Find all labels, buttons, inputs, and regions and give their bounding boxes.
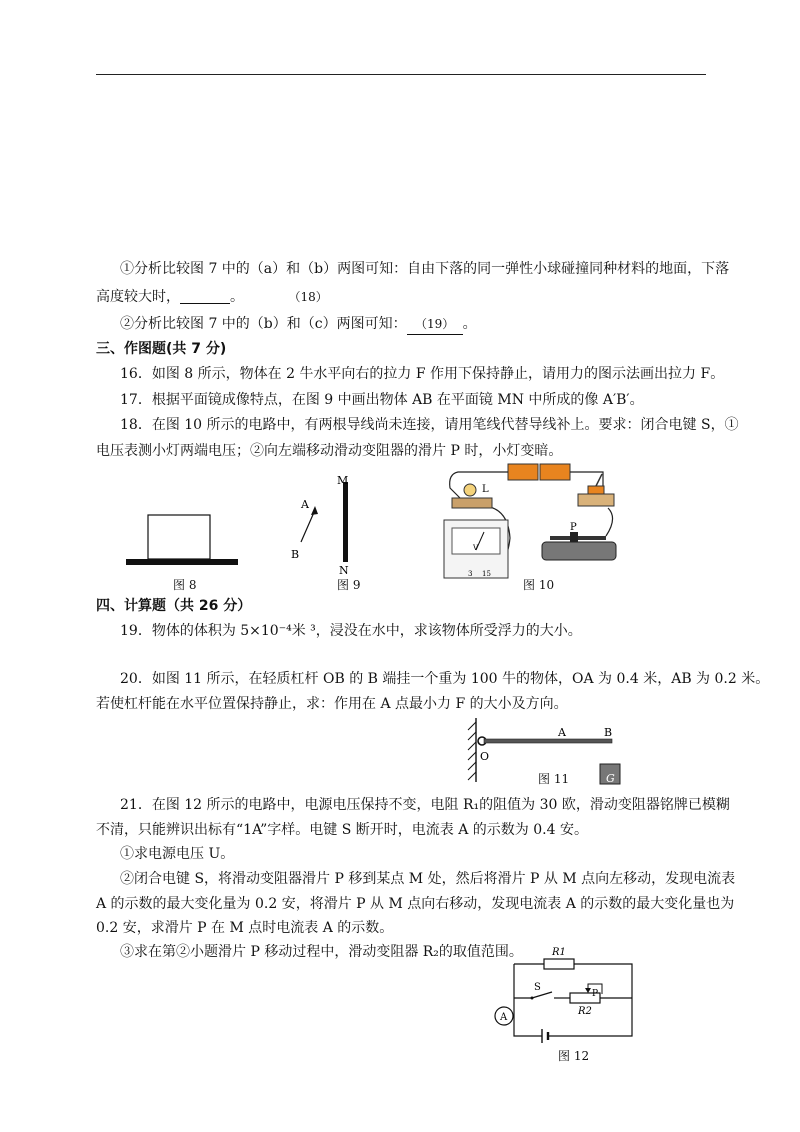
fig10-lamp-base xyxy=(452,498,492,508)
fig10-wire-3 xyxy=(606,508,613,536)
figure-12 xyxy=(484,944,640,1044)
fig10-rheostat-slider xyxy=(570,532,578,542)
fig8-block xyxy=(148,515,210,559)
fig10-label-15: 15 xyxy=(482,570,491,578)
question-18-line-a: 18．在图 10 所示的电路中，有两根导线尚未连接，请用笔线代替导线补上。要求：闭合电键 S，① xyxy=(120,417,739,433)
fig12-label-r2: R2 xyxy=(578,1006,592,1017)
fig9-caption: 图 9 xyxy=(337,578,361,592)
fig10-label-v: V xyxy=(473,544,479,552)
question-21-line-a: 21．在图 12 所示的电路中，电源电压保持不变，电阻 R₁的阻值为 30 欧，滑动变阻器铭牌已模糊 xyxy=(120,797,730,813)
answer-blank-18[interactable] xyxy=(180,289,230,304)
fig9-label-m: M xyxy=(337,474,349,487)
q-part1-line-a: ①分析比较图 7 中的（a）和（b）两图可知：自由下落的同一弹性小球碰撞同种材料的地面，下落 xyxy=(120,261,730,277)
question-19: 19．物体的体积为 5×10⁻⁴米 ³，浸没在水中，求该物体所受浮力的大小。 xyxy=(120,623,582,639)
fig9-mirror xyxy=(343,482,348,562)
fig10-battery-2 xyxy=(540,464,570,480)
fig12-resistor-r1 xyxy=(544,959,574,969)
fig9-arrow-ab xyxy=(301,510,315,542)
fig11-label-b: B xyxy=(604,726,613,739)
section4-heading: 四、计算题（共 26 分） xyxy=(96,598,252,614)
fig10-wire-1 xyxy=(450,472,508,498)
question-18-line-b: 电压表测小灯两端电压；②向左端移动滑动变阻器的滑片 P 时，小灯变暗。 xyxy=(96,443,563,459)
fig10-switch-base xyxy=(578,494,614,506)
question-21-part2-a: ②闭合电键 S，将滑动变阻器滑片 P 移到某点 M 处，然后将滑片 P 从 M 点向左移动，发现电流表 xyxy=(120,871,736,887)
fig10-label-l: L xyxy=(482,484,489,495)
fig11-caption: 图 11 xyxy=(538,772,570,786)
question-20-line-a: 20．如图 11 所示，在轻质杠杆 OB 的 B 端挂一个重为 100 牛的物体，OA 为 0.4 米，AB 为 0.2 米。 xyxy=(120,671,770,687)
fig9-label-n: N xyxy=(339,564,349,577)
fig11-label-g: G xyxy=(606,772,615,785)
fig8-ground xyxy=(126,559,238,565)
q-part1-line-b: 高度较大时， 。 （18） xyxy=(96,289,328,305)
fig8-caption: 图 8 xyxy=(173,578,197,592)
question-17: 17．根据平面镜成像特点，在图 9 中画出物体 AB 在平面镜 MN 中所成的像 A′B′。 xyxy=(120,392,644,408)
fig11-weight xyxy=(598,762,622,786)
figure-9 xyxy=(285,470,375,580)
fig10-battery-1 xyxy=(508,464,538,480)
fig11-label-a: A xyxy=(558,726,566,739)
fig9-label-b: B xyxy=(291,548,300,561)
question-20-line-b: 若使杠杆能在水平位置保持静止，求：作用在 A 点最小力 F 的大小及方向。 xyxy=(96,696,568,712)
fig12-label-a: A xyxy=(500,1012,508,1023)
fig10-switch-top xyxy=(588,486,604,494)
question-21-part2-b: A 的示数的最大变化量为 0.2 安，将滑片 P 从 M 点向右移动，发现电流表 A 的示数的最大变化量也为 xyxy=(96,896,735,912)
question-21-line-b: 不清，只能辨识出标有“1A”字样。电键 S 断开时，电流表 A 的示数为 0.4 安。 xyxy=(96,822,588,838)
fig11-label-o: O xyxy=(480,750,490,763)
header-rule xyxy=(96,74,706,75)
fig10-caption: 图 10 xyxy=(523,578,555,592)
answer-mark-18: （18） xyxy=(288,290,328,304)
fig9-arrowhead xyxy=(311,506,318,515)
section3-heading: 三、作图题(共 7 分) xyxy=(96,341,227,357)
q-part2-line: ②分析比较图 7 中的（b）和（c）两图可知： （19） 。 xyxy=(120,314,477,335)
fig11-wall-hatch xyxy=(468,722,476,780)
question-16: 16．如图 8 所示，物体在 2 牛水平向右的拉力 F 作用下保持静止，请用力的图示法画出拉力 F。 xyxy=(120,366,725,382)
fig10-label-p: P xyxy=(570,522,577,533)
fig10-lamp-bulb xyxy=(464,484,476,496)
figure-8 xyxy=(120,505,250,575)
fig10-rheostat xyxy=(542,542,616,560)
question-21-part2-c: 0.2 安，求滑片 P 在 M 点时电流表 A 的示数。 xyxy=(96,920,394,936)
fig11-lever xyxy=(484,739,612,743)
fig10-switch-lever xyxy=(596,474,602,486)
question-21-part1: ①求电源电压 U。 xyxy=(120,846,235,862)
fig9-label-a: A xyxy=(301,498,309,511)
answer-blank-19[interactable]: （19） xyxy=(407,314,463,335)
fig12-label-r1: R1 xyxy=(552,947,566,958)
fig12-caption: 图 12 xyxy=(558,1049,590,1063)
figure-10 xyxy=(438,458,638,586)
fig10-label-3: 3 xyxy=(468,570,473,578)
fig12-label-s: S xyxy=(534,982,541,993)
fig12-slider-arrow xyxy=(585,988,591,993)
fig12-switch-pivot xyxy=(531,997,534,1000)
question-21-part3: ③求在第②小题滑片 P 移动过程中，滑动变阻器 R₂的取值范围。 xyxy=(120,944,523,960)
fig12-label-p: P xyxy=(592,989,599,999)
